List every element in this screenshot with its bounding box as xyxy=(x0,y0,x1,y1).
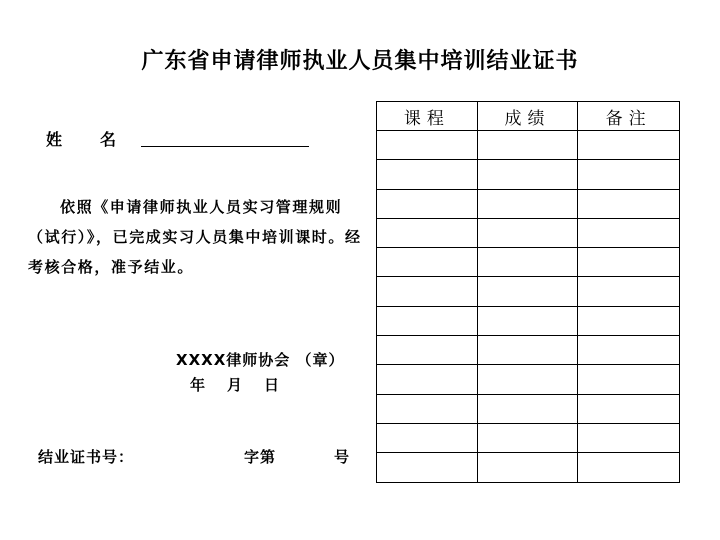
course-cell xyxy=(377,423,478,452)
table-row xyxy=(377,218,680,247)
header-course: 课程 xyxy=(377,102,478,131)
remarks-cell xyxy=(578,218,680,247)
course-cell xyxy=(377,365,478,394)
grade-cell xyxy=(477,365,578,394)
course-cell xyxy=(377,453,478,482)
course-cell xyxy=(377,189,478,218)
certificate-body-text: 依照《申请律师执业人员实习管理规则（试行）》，已完成实习人员集中培训课时。经考核合格，准予结业。 xyxy=(28,198,362,276)
cert-number-hao: 号 xyxy=(334,448,350,466)
header-grade: 成绩 xyxy=(477,102,578,131)
date-month: 月 xyxy=(227,376,243,394)
grade-cell xyxy=(477,248,578,277)
course-cell xyxy=(377,218,478,247)
course-cell xyxy=(377,277,478,306)
course-cell xyxy=(377,336,478,365)
table-row xyxy=(377,189,680,218)
cert-number-zi: 字第 xyxy=(244,448,277,466)
table-row xyxy=(377,336,680,365)
remarks-cell xyxy=(578,131,680,160)
remarks-cell xyxy=(578,394,680,423)
grades-header-row xyxy=(377,102,680,131)
name-label-char-2: 名 xyxy=(100,130,117,149)
name-blank-line xyxy=(141,146,309,147)
header-remarks: 备注 xyxy=(578,102,680,131)
table-row xyxy=(377,160,680,189)
table-row xyxy=(377,306,680,335)
remarks-cell xyxy=(578,189,680,218)
grade-cell xyxy=(477,218,578,247)
remarks-cell xyxy=(578,423,680,452)
issuer-seal-line: XXXX律师协会 （章） xyxy=(176,351,345,369)
grade-cell xyxy=(477,160,578,189)
table-row xyxy=(377,423,680,452)
name-label xyxy=(46,127,116,150)
cert-number-label: 结业证书号： xyxy=(38,448,135,466)
grade-cell xyxy=(477,394,578,423)
course-cell xyxy=(377,306,478,335)
grade-cell xyxy=(477,336,578,365)
remarks-cell xyxy=(578,336,680,365)
date-year: 年 xyxy=(190,376,206,394)
remarks-cell xyxy=(578,277,680,306)
grade-cell xyxy=(477,453,578,482)
remarks-cell xyxy=(578,306,680,335)
table-row xyxy=(377,131,680,160)
course-cell xyxy=(377,394,478,423)
name-label-char-1: 姓 xyxy=(46,130,63,149)
remarks-cell xyxy=(578,453,680,482)
course-cell xyxy=(377,160,478,189)
grade-cell xyxy=(477,277,578,306)
grade-cell xyxy=(477,131,578,160)
remarks-cell xyxy=(578,365,680,394)
table-row xyxy=(377,453,680,482)
grades-body xyxy=(377,131,680,483)
certificate-title: 广东省申请律师执业人员集中培训结业证书 xyxy=(141,49,579,74)
remarks-cell xyxy=(578,248,680,277)
grade-cell xyxy=(477,423,578,452)
table-row xyxy=(377,365,680,394)
course-cell xyxy=(377,248,478,277)
course-cell xyxy=(377,131,478,160)
remarks-cell xyxy=(578,160,680,189)
grades-table xyxy=(376,101,680,483)
table-row xyxy=(377,277,680,306)
date-day: 日 xyxy=(264,376,280,394)
table-row xyxy=(377,248,680,277)
issue-date xyxy=(190,374,279,395)
grade-cell xyxy=(477,306,578,335)
grade-cell xyxy=(477,189,578,218)
table-row xyxy=(377,394,680,423)
